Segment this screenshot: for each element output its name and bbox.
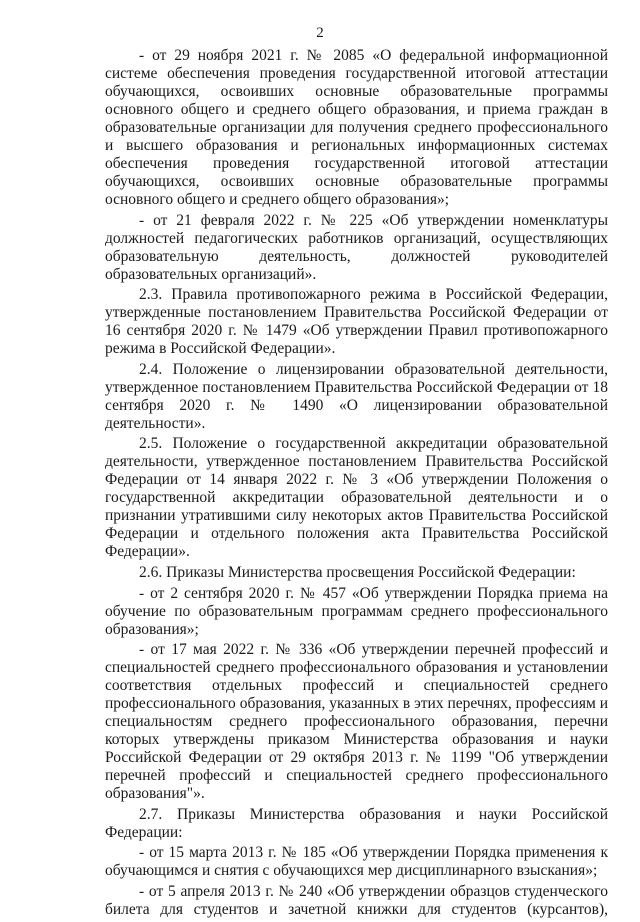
paragraph-order-185: - от 15 марта 2013 г. № 185 «Об утверждении Порядка применения к обучающимся и снятия с обучающихся мер дисциплинарного взыскания»; — [105, 844, 608, 880]
paragraph-order-336: - от 17 мая 2022 г. № 336 «Об утверждении перечней профессий и специальностей среднего профессионального образования и установлении соответствия отдельных профессий и специальностей среднего профессионального образования, указанных в этих перечнях, профессиям и специальностям среднего профессионального образования, перечни которых утверждены приказом Министерства образования и науки Российской Федерации от 29 октября 2013 г. № 1199 "Об утверждении перечней профессий и специальностей среднего профессионального образования"». — [105, 641, 608, 803]
paragraph-decree-225: - от 21 февраля 2022 г. № 225 «Об утверждении номенклатуры должностей педагогических работников организаций, осуществляющих образовательную деятельность, должностей руководителей образовательных организаций». — [105, 211, 608, 283]
paragraph-order-457: - от 2 сентября 2020 г. № 457 «Об утверждении Порядка приема на обучение по образовательным программам среднего профессионального образования»; — [105, 584, 608, 638]
paragraph-education-orders-heading: 2.7. Приказы Министерства образования и науки Российской Федерации: — [105, 805, 608, 841]
document-body — [105, 47, 608, 922]
paragraph-decree-2085: - от 29 ноября 2021 г. № 2085 «О федеральной информационной системе обеспечения проведения государственной итоговой аттестации обучающихся, освоивших основные образовательные программы основного общего и среднего общего образования, и приема граждан в образовательные организации для получения среднего профессионального и высшего образования и региональных информационных системах обеспечения проведения государственной итоговой аттестации обучающихся, освоивших основные образовательные программы основного общего и среднего общего образования»; — [105, 47, 608, 208]
paragraph-licensing-regulation: 2.4. Положение о лицензировании образовательной деятельности, утвержденное постановлением Правительства Российской Федерации от 18 сентября 2020 г. № 1490 «О лицензировании образовательной деятельности». — [105, 360, 608, 432]
page-number: 2 — [316, 25, 324, 41]
paragraph-fire-safety-rules: 2.3. Правила противопожарного режима в Российской Федерации, утвержденные постановлением Правительства Российской Федерации от 16 сентября 2020 г. № 1479 «Об утверждении Правил противопожарного режима в Российской Федерации». — [105, 286, 608, 358]
paragraph-accreditation-regulation: 2.5. Положение о государственной аккредитации образовательной деятельности, утвержденное постановлением Правительства Российской Федерации от 14 января 2022 г. № 3 «Об утверждении Положения о государственной аккредитации образовательной деятельности и о признании утратившими силу некоторых актов Правительства Российской Федерации и отдельного положения акта Правительства Российской Федерации». — [105, 435, 608, 561]
paragraph-enlightenment-orders-heading: 2.6. Приказы Министерства просвещения Российской Федерации: — [139, 563, 576, 581]
paragraph-order-240: - от 5 апреля 2013 г. № 240 «Об утверждении образцов студенческого билета для студентов и зачетной книжки для студентов (курсантов), — [105, 882, 608, 918]
